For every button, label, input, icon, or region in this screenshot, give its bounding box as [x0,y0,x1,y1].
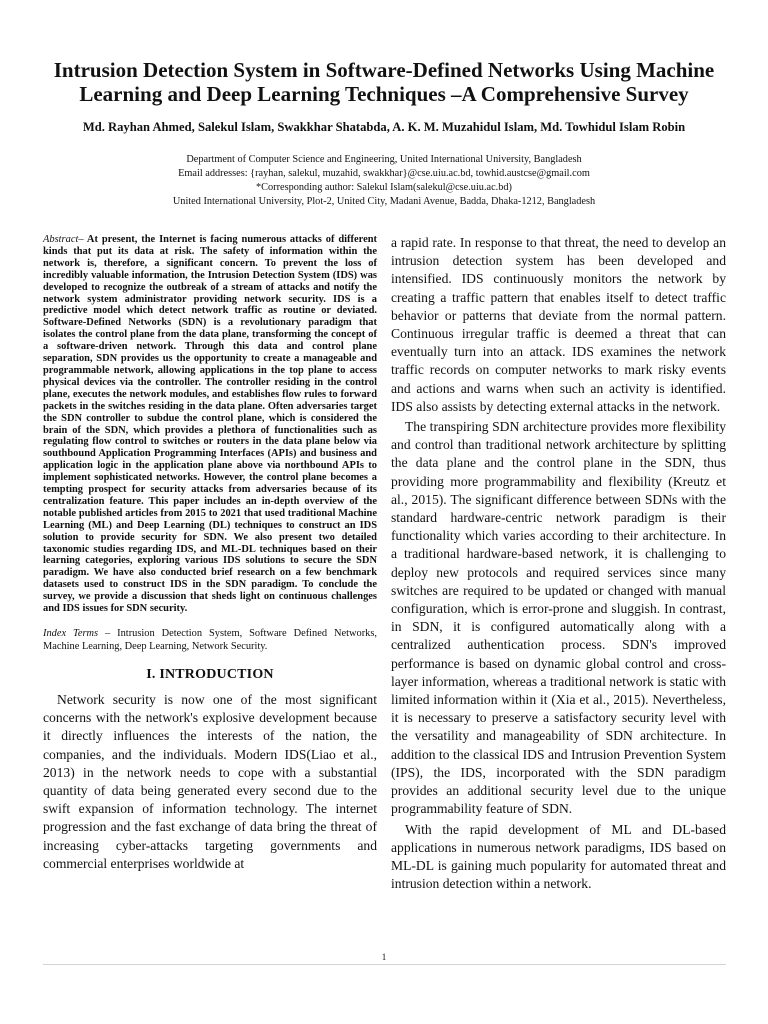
body-paragraph: With the rapid development of ML and DL-based applications in numerous network paradigms, IDS based on ML-DL is gaining much popularity for automated threat and intrusion detection within a network. [391,821,726,892]
index-terms-label: Index Terms – [43,628,111,639]
intro-paragraph: Network security is now one of the most significant concerns with the network's explosive development because it directly influences the interests of the nation, the companies, and the individuals. Modern IDS(Liao et al., 2013) in the network needs to cope with a substantial quantity of data being generated every second due to the swift expansion of information technology. The internet progression and the fast exchange of data bring the threat of increasing cyber-attacks targeting governments and commercial enterprises worldwide at [43,692,377,871]
right-column [391,234,726,895]
footer-divider [43,964,726,965]
corresponding-author-line: *Corresponding author: Salekul Islam(salekul@cse.uiu.ac.bd) [256,182,512,193]
body-paragraph: a rapid rate. In response to that threat, the need to develop an intrusion detection system has been developed and intensified. IDS continuously monitors the network by creating a traffic pattern that enables itself to detect traffic behavior or patterns that deviate from the normal pattern. Continuous irregular traffic is deemed a threat that can eventually turn into an attack. IDS examines the network traffic records on computer networks to mark risky events and actions and warns when such an activity is identified. IDS also assists by detecting external attacks in the network. [391,235,726,414]
section-heading-introduction: I. INTRODUCTION [146,667,274,682]
abstract [43,234,377,615]
author-list: Md. Rayhan Ahmed, Salekul Islam, Swakkhar Shatabda, A. K. M. Muzahidul Islam, Md. Towhidul Islam Robin [82,120,686,134]
page-number: 1 [381,952,387,962]
affiliation-block [60,153,708,209]
email-line: Email addresses: {rayhan, salekul, muzahid, swakkhar}@cse.uiu.ac.bd, towhid.austcse@gmail.com [178,168,590,179]
abstract-text: At present, the Internet is facing numerous attacks of different kinds that put its data at risk. The safety of information within the network is, therefore, a significant concern. To prevent the loss of incredibly valuable information, the Intrusion Detection System (IDS) was developed to recognize the outbreak of a stream of attacks and notify the network system administrator providing network security. IDS is a predictive model which detect network traffic as routine or deviated. Software-Defined Networks (SDN) is a revolutionary paradigm that isolates the control plane from the data plane, transforming the concept of a software-driven network. Through this data and control plane separation, SDN provides us the opportunity to create a manageable and programmable network, allowing applications in the top plane to access physical devices via the controller. The controller residing in the control plane, executes the network modules, and establishes flow rules to forward packets in the switches residing in the data plane. Often adversaries target the SDN controller to subdue the control plane, which is considered the brain of the SDN, which provides a plethora of functionalities such as regulating flow control to switches or routers in the data plane below via southbound Application Programming Interfaces (APIs) and business and application logic in the application plane above via northbound APIs to implement sophisticated networks. However, the control plane becomes a tempting prospect for security attacks from adversaries because of its centralization feature. This paper includes an in-depth overview of the notable published articles from 2015 to 2021 that used traditional Machine Learning (ML) and Deep Learning (DL) techniques to construct an IDS solution to provide security for SDN. We also present two detailed taxonomic studies regarding IDS, and ML-DL techniques based on their learning categories, exploring various IDS solutions to secure the SDN paradigm. We have also conducted brief research on a few benchmark datasets used to construct IDS in the SDN paradigm. To conclude the survey, we provide a discussion that sheds light on continuous challenges and IDS issues for SDN security. [43,234,377,615]
index-terms-text: Intrusion Detection System, Software Defined Networks, Machine Learning, Deep Learning, Network Security. [43,628,377,652]
body-paragraph: The transpiring SDN architecture provides more flexibility and control than traditional network architecture by splitting the data plane and the control plane in the SDN, thus providing more programmability and flexibility (Kreutz et al., 2015). The significant difference between SDNs with the standard hardware-centric network paradigm is their functionality which varies according to their architecture. In a traditional hardware-based network, it is challenging to deploy new protocols and required services since many switches are required to be updated or changed with manual configuration, which is error-prone and sluggish. In contrast, in SDN, it is configured automatically along with a centralized authentication process. SDN's improved performance is based on dynamic global control and cross-layer information, whereas a traditional network is static with limited information within it (Xia et al., 2015). Nevertheless, it is necessary to preserve a satisfactory security level with the versatility and manageability of SDN architecture. In addition to the classical IDS and Intrusion Prevention System (IPS), the IDS, incorporated with the SDN paradigm provides an additional security level due to the unique programmability feature of SDN. [391,419,726,817]
left-column [43,234,377,873]
department-line: Department of Computer Science and Engineering, United International University, Bangladesh [186,154,582,165]
paper-title: Intrusion Detection System in Software-Defined Networks Using Machine Learning and Deep Learning Techniques –A Comprehensive Survey [53,58,715,106]
abstract-label: Abstract– [43,234,84,245]
address-line: United International University, Plot-2, United City, Madani Avenue, Badda, Dhaka-1212, Bangladesh [172,196,596,207]
index-terms [43,627,377,653]
